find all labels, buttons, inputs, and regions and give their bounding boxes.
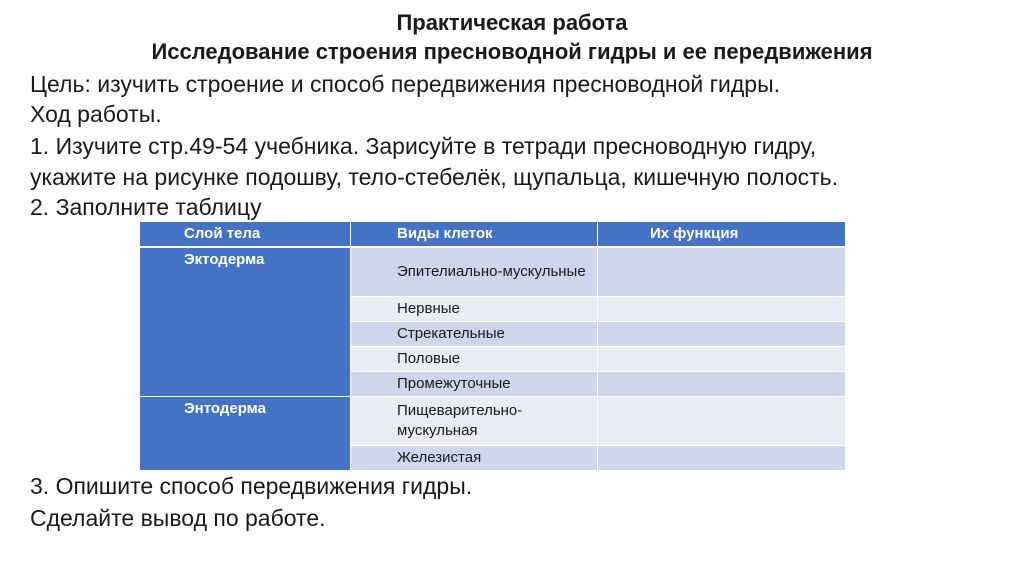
cell-type: Промежуточные: [351, 372, 598, 397]
function-cell[interactable]: [598, 446, 846, 471]
step2-text: 2. Заполните таблицу: [30, 194, 262, 220]
header-layer: Слой тела: [140, 222, 351, 247]
page-title: Практическая работа: [396, 10, 628, 35]
function-cell[interactable]: [598, 322, 846, 347]
function-cell[interactable]: [598, 347, 846, 372]
conclusion-text: Сделайте вывод по работе.: [30, 505, 326, 531]
cell-type: Пищеварительно-мускульная: [351, 397, 598, 446]
cell-type: Нервные: [351, 297, 598, 322]
function-cell[interactable]: [598, 372, 846, 397]
page-subtitle: Исследование строения пресноводной гидры и ее передвижения: [151, 39, 873, 64]
cell-types-table: [140, 222, 845, 471]
layer-endoderm: Энтодерма: [140, 397, 351, 471]
step1-line2: укажите на рисунке подошву, тело-стебелёк, щупальца, кишечную полость.: [30, 164, 839, 190]
cell-type: Стрекательные: [351, 322, 598, 347]
function-cell[interactable]: [598, 247, 846, 297]
cell-type: Половые: [351, 347, 598, 372]
function-cell[interactable]: [598, 397, 846, 446]
table-row: [140, 397, 845, 446]
step3-text: 3. Опишите способ передвижения гидры.: [30, 473, 473, 499]
table-row: [140, 247, 845, 297]
table-header-row: [140, 222, 845, 247]
cell-type: Эпителиально-мускульные: [351, 247, 598, 297]
layer-ectoderm: Эктодерма: [140, 247, 351, 397]
step1-line1: 1. Изучите стр.49-54 учебника. Зарисуйте в тетради пресноводную гидру,: [30, 133, 817, 159]
cell-type: Железистая: [351, 446, 598, 471]
header-cell-types: Виды клеток: [351, 222, 598, 247]
function-cell[interactable]: [598, 297, 846, 322]
progress-heading: Ход работы.: [30, 101, 162, 127]
goal-text: Цель: изучить строение и способ передвижения пресноводной гидры.: [30, 71, 781, 97]
header-function: Их функция: [598, 222, 846, 247]
